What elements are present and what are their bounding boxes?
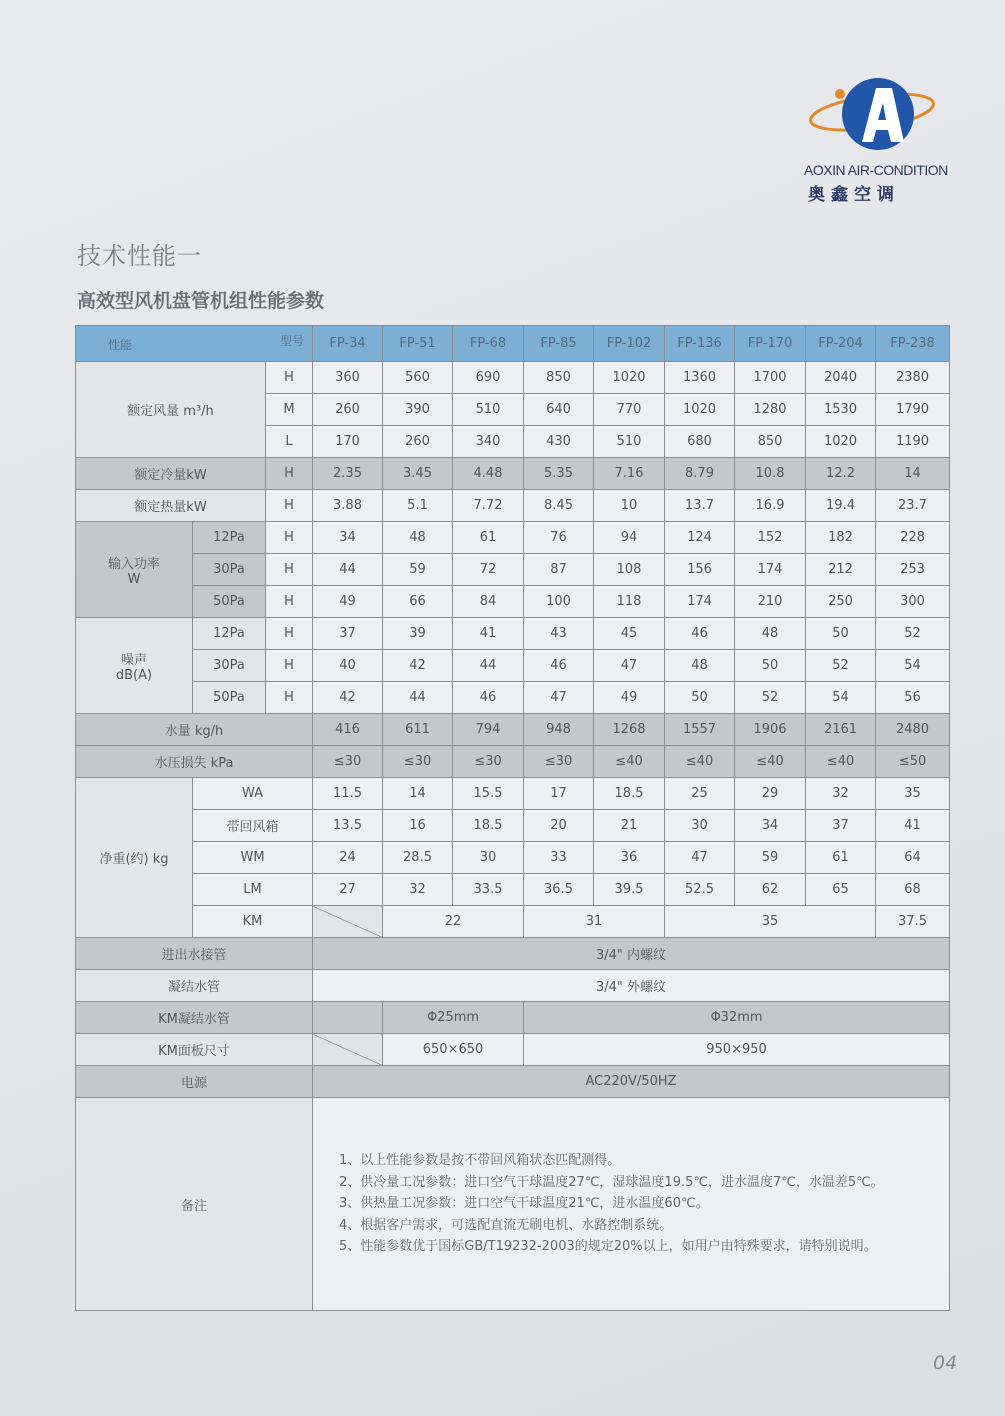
value-cell: 100 <box>524 586 594 618</box>
corner-label-model: 型号 <box>280 334 305 348</box>
value-cell: 14 <box>876 458 950 490</box>
table-cell: AC220V/50HZ <box>313 1066 950 1098</box>
speed-cell: H <box>266 682 313 714</box>
weight-row <box>76 874 950 906</box>
value-cell: 12.2 <box>806 458 876 490</box>
corner-header <box>76 326 313 362</box>
weight-row <box>76 778 950 810</box>
speed-cell: L <box>266 426 313 458</box>
value-cell: 32 <box>383 874 453 906</box>
airflow-row <box>76 362 950 394</box>
performance-table <box>75 325 950 1311</box>
label-line: 噪声 <box>120 652 147 668</box>
value-cell: 44 <box>453 650 524 682</box>
value-cell: 640 <box>524 394 594 426</box>
model-header: FP-34 <box>313 326 383 362</box>
row-label: 进出水接管 <box>76 938 313 970</box>
pressure-loss-row <box>76 746 950 778</box>
value-cell: 228 <box>876 522 950 554</box>
pressure-cell: 12Pa <box>193 522 266 554</box>
page-number: 04 <box>933 1352 958 1374</box>
value-cell: 16.9 <box>735 490 806 522</box>
value-cell: 10.8 <box>735 458 806 490</box>
value-cell: 1020 <box>665 394 735 426</box>
header-row <box>76 326 950 362</box>
value-cell: 2161 <box>806 714 876 746</box>
speed-cell: H <box>266 650 313 682</box>
value-cell: 50 <box>806 618 876 650</box>
value-cell: 416 <box>313 714 383 746</box>
value-cell: 156 <box>665 554 735 586</box>
value-cell: 41 <box>453 618 524 650</box>
table-title: 高效型风机盘管机组性能参数 <box>77 290 325 312</box>
value-cell: 390 <box>383 394 453 426</box>
value-cell: 253 <box>876 554 950 586</box>
row-label: 凝结水管 <box>76 970 313 1002</box>
table-cell: 31 <box>524 906 665 938</box>
km-condensate-row <box>76 1002 950 1034</box>
value-cell: 1280 <box>735 394 806 426</box>
value-cell: 260 <box>313 394 383 426</box>
row-label: 电源 <box>76 1066 313 1098</box>
value-cell: 47 <box>665 842 735 874</box>
value-cell: 50 <box>735 650 806 682</box>
value-cell: 1557 <box>665 714 735 746</box>
row-label: 备注 <box>76 1098 313 1311</box>
model-header: FP-102 <box>594 326 665 362</box>
pressure-cell: 30Pa <box>193 650 266 682</box>
value-cell: 59 <box>735 842 806 874</box>
row-label: KM面板尺寸 <box>76 1034 313 1066</box>
value-cell: 1360 <box>665 362 735 394</box>
value-cell: 850 <box>524 362 594 394</box>
value-cell: 21 <box>594 810 665 842</box>
power-supply-row <box>76 1066 950 1098</box>
value-cell: 2040 <box>806 362 876 394</box>
value-cell: 108 <box>594 554 665 586</box>
value-cell: 45 <box>594 618 665 650</box>
note-item: 1、以上性能参数是按不带回风箱状态匹配测得。 <box>339 1153 621 1169</box>
section-title: 技术性能一 <box>77 242 202 270</box>
value-cell: 84 <box>453 586 524 618</box>
value-cell: 1020 <box>806 426 876 458</box>
model-header: FP-68 <box>453 326 524 362</box>
table-cell: H <box>266 490 313 522</box>
value-cell: 43 <box>524 618 594 650</box>
condensate-row <box>76 970 950 1002</box>
value-cell: ≤30 <box>524 746 594 778</box>
power-row <box>76 522 950 554</box>
heating-row <box>76 490 950 522</box>
value-cell: 174 <box>735 554 806 586</box>
value-cell: 17 <box>524 778 594 810</box>
value-cell: 76 <box>524 522 594 554</box>
value-cell: 560 <box>383 362 453 394</box>
value-cell: 20 <box>524 810 594 842</box>
value-cell: 2480 <box>876 714 950 746</box>
value-cell: 19.4 <box>806 490 876 522</box>
value-cell: 14 <box>383 778 453 810</box>
value-cell: 46 <box>665 618 735 650</box>
value-cell: 3.45 <box>383 458 453 490</box>
value-cell: ≤30 <box>383 746 453 778</box>
value-cell: 52 <box>876 618 950 650</box>
value-cell: 61 <box>806 842 876 874</box>
value-cell: 48 <box>735 618 806 650</box>
value-cell: 15.5 <box>453 778 524 810</box>
empty-slash-cell <box>313 906 383 938</box>
label-line: W <box>127 571 141 587</box>
speed-cell: H <box>266 618 313 650</box>
value-cell: 47 <box>594 650 665 682</box>
speed-cell: H <box>266 362 313 394</box>
value-cell: 47 <box>524 682 594 714</box>
value-cell: 510 <box>594 426 665 458</box>
value-cell: 1906 <box>735 714 806 746</box>
value-cell: ≤30 <box>453 746 524 778</box>
table-cell: Φ25mm <box>383 1002 524 1034</box>
value-cell: 30 <box>665 810 735 842</box>
pipe-inlet-row <box>76 938 950 970</box>
table-cell: 37.5 <box>876 906 950 938</box>
value-cell: 170 <box>313 426 383 458</box>
model-header: FP-85 <box>524 326 594 362</box>
table-cell: Φ32mm <box>524 1002 950 1034</box>
value-cell: ≤50 <box>876 746 950 778</box>
type-cell: WA <box>193 778 313 810</box>
value-cell: 18.5 <box>594 778 665 810</box>
value-cell: 52 <box>806 650 876 682</box>
value-cell: 948 <box>524 714 594 746</box>
value-cell: 152 <box>735 522 806 554</box>
cooling-row <box>76 458 950 490</box>
model-header: FP-51 <box>383 326 453 362</box>
value-cell: 29 <box>735 778 806 810</box>
value-cell: 611 <box>383 714 453 746</box>
noise-row <box>76 650 950 682</box>
table-cell: 650×650 <box>383 1034 524 1066</box>
row-label: KM凝结水管 <box>76 1002 313 1034</box>
value-cell: 212 <box>806 554 876 586</box>
value-cell: 182 <box>806 522 876 554</box>
model-header: FP-136 <box>665 326 735 362</box>
speed-cell: H <box>266 554 313 586</box>
notes-cell <box>313 1098 950 1311</box>
logo-emblem-icon <box>800 70 945 165</box>
table-cell: 3/4" 内螺纹 <box>313 938 950 970</box>
pressure-cell: 50Pa <box>193 682 266 714</box>
corner-label-property: 性能 <box>108 338 133 352</box>
table-cell: 3/4" 外螺纹 <box>313 970 950 1002</box>
value-cell: 2380 <box>876 362 950 394</box>
value-cell: 680 <box>665 426 735 458</box>
value-cell: 54 <box>876 650 950 682</box>
note-item: 3、供热量工况参数：进口空气干球温度21℃，进水温度60℃。 <box>339 1196 709 1212</box>
value-cell: 64 <box>876 842 950 874</box>
value-cell: 7.16 <box>594 458 665 490</box>
value-cell: 8.79 <box>665 458 735 490</box>
note-item: 2、供冷量工况参数：进口空气干球温度27℃，湿球温度19.5℃，进水温度7℃，水温差5℃。 <box>339 1174 884 1190</box>
value-cell: 360 <box>313 362 383 394</box>
value-cell: 33 <box>524 842 594 874</box>
table-cell: H <box>266 458 313 490</box>
row-label: 净重(约) kg <box>76 778 193 938</box>
value-cell: 210 <box>735 586 806 618</box>
table-cell: 35 <box>665 906 876 938</box>
value-cell: 24 <box>313 842 383 874</box>
value-cell: 62 <box>735 874 806 906</box>
type-cell: LM <box>193 874 313 906</box>
value-cell: 72 <box>453 554 524 586</box>
value-cell: 118 <box>594 586 665 618</box>
value-cell: 1020 <box>594 362 665 394</box>
speed-cell: H <box>266 522 313 554</box>
value-cell: 174 <box>665 586 735 618</box>
value-cell: 49 <box>594 682 665 714</box>
value-cell: 39 <box>383 618 453 650</box>
value-cell: 11.5 <box>313 778 383 810</box>
value-cell: 68 <box>876 874 950 906</box>
company-logo <box>800 70 948 205</box>
value-cell: 300 <box>876 586 950 618</box>
row-label: 额定风量 m³/h <box>76 362 266 458</box>
model-header: FP-204 <box>806 326 876 362</box>
value-cell: 37 <box>313 618 383 650</box>
value-cell: 27 <box>313 874 383 906</box>
weight-row-km <box>76 906 950 938</box>
value-cell: 61 <box>453 522 524 554</box>
value-cell: 2.35 <box>313 458 383 490</box>
value-cell: 66 <box>383 586 453 618</box>
noise-row <box>76 682 950 714</box>
brand-name-cn: 奥鑫空调 <box>808 185 900 205</box>
value-cell: 260 <box>383 426 453 458</box>
value-cell: 430 <box>524 426 594 458</box>
km-panel-row <box>76 1034 950 1066</box>
value-cell: 7.72 <box>453 490 524 522</box>
table-cell: 22 <box>383 906 524 938</box>
pressure-cell: 30Pa <box>193 554 266 586</box>
value-cell: 4.48 <box>453 458 524 490</box>
value-cell: 34 <box>313 522 383 554</box>
value-cell: 44 <box>313 554 383 586</box>
value-cell: 770 <box>594 394 665 426</box>
value-cell: 5.1 <box>383 490 453 522</box>
brand-name-en: AOXIN AIR-CONDITION <box>804 162 948 178</box>
row-label: 水压损失 kPa <box>76 746 313 778</box>
value-cell: 18.5 <box>453 810 524 842</box>
type-cell: KM <box>193 906 313 938</box>
empty-slash-cell <box>313 1034 383 1066</box>
row-label <box>76 618 193 714</box>
value-cell: 33.5 <box>453 874 524 906</box>
value-cell: ≤40 <box>735 746 806 778</box>
value-cell: 42 <box>313 682 383 714</box>
value-cell: 250 <box>806 586 876 618</box>
value-cell: 1190 <box>876 426 950 458</box>
speed-cell: M <box>266 394 313 426</box>
value-cell: 16 <box>383 810 453 842</box>
speed-cell: H <box>266 586 313 618</box>
model-header: FP-238 <box>876 326 950 362</box>
row-label <box>76 522 193 618</box>
value-cell: 510 <box>453 394 524 426</box>
value-cell: 340 <box>453 426 524 458</box>
value-cell: 5.35 <box>524 458 594 490</box>
noise-row <box>76 618 950 650</box>
power-row <box>76 586 950 618</box>
notes-row <box>76 1098 950 1311</box>
value-cell: 36 <box>594 842 665 874</box>
value-cell: 46 <box>524 650 594 682</box>
value-cell: 25 <box>665 778 735 810</box>
value-cell: 59 <box>383 554 453 586</box>
value-cell: 35 <box>876 778 950 810</box>
value-cell: 65 <box>806 874 876 906</box>
value-cell: 37 <box>806 810 876 842</box>
value-cell: ≤40 <box>594 746 665 778</box>
value-cell: 3.88 <box>313 490 383 522</box>
value-cell: 690 <box>453 362 524 394</box>
value-cell: 23.7 <box>876 490 950 522</box>
table-cell: 950×950 <box>524 1034 950 1066</box>
pressure-cell: 12Pa <box>193 618 266 650</box>
model-header: FP-170 <box>735 326 806 362</box>
value-cell: 52.5 <box>665 874 735 906</box>
value-cell: 1790 <box>876 394 950 426</box>
value-cell: 124 <box>665 522 735 554</box>
value-cell: 52 <box>735 682 806 714</box>
value-cell: 30 <box>453 842 524 874</box>
empty-slash-cell <box>313 1002 383 1034</box>
value-cell: 8.45 <box>524 490 594 522</box>
row-label: 额定冷量kW <box>76 458 266 490</box>
value-cell: 46 <box>453 682 524 714</box>
value-cell: 13.7 <box>665 490 735 522</box>
value-cell: 48 <box>665 650 735 682</box>
row-label: 水量 kg/h <box>76 714 313 746</box>
value-cell: 50 <box>665 682 735 714</box>
label-line: 输入功率 <box>107 556 160 572</box>
value-cell: 36.5 <box>524 874 594 906</box>
value-cell: 54 <box>806 682 876 714</box>
value-cell: 40 <box>313 650 383 682</box>
label-line: dB(A) <box>115 667 153 683</box>
value-cell: 56 <box>876 682 950 714</box>
value-cell: 1530 <box>806 394 876 426</box>
weight-row <box>76 842 950 874</box>
value-cell: 44 <box>383 682 453 714</box>
value-cell: 28.5 <box>383 842 453 874</box>
value-cell: 42 <box>383 650 453 682</box>
value-cell: 41 <box>876 810 950 842</box>
value-cell: 48 <box>383 522 453 554</box>
value-cell: 10 <box>594 490 665 522</box>
note-item: 5、性能参数优于国标GB/T19232-2003的规定20%以上，如用户由特殊要求，请特别说明。 <box>339 1239 877 1255</box>
value-cell: ≤30 <box>313 746 383 778</box>
value-cell: 850 <box>735 426 806 458</box>
value-cell: 87 <box>524 554 594 586</box>
value-cell: 1268 <box>594 714 665 746</box>
row-label: 额定热量kW <box>76 490 266 522</box>
value-cell: 1700 <box>735 362 806 394</box>
value-cell: 39.5 <box>594 874 665 906</box>
value-cell: 94 <box>594 522 665 554</box>
value-cell: 32 <box>806 778 876 810</box>
value-cell: ≤40 <box>665 746 735 778</box>
type-cell: WM <box>193 842 313 874</box>
note-item: 4、根据客户需求，可选配直流无刷电机、水路控制系统。 <box>339 1217 673 1233</box>
value-cell: ≤40 <box>806 746 876 778</box>
pressure-cell: 50Pa <box>193 586 266 618</box>
type-cell: 带回风箱 <box>193 810 313 842</box>
water-flow-row <box>76 714 950 746</box>
power-row <box>76 554 950 586</box>
value-cell: 13.5 <box>313 810 383 842</box>
value-cell: 34 <box>735 810 806 842</box>
weight-row <box>76 810 950 842</box>
value-cell: 49 <box>313 586 383 618</box>
value-cell: 794 <box>453 714 524 746</box>
